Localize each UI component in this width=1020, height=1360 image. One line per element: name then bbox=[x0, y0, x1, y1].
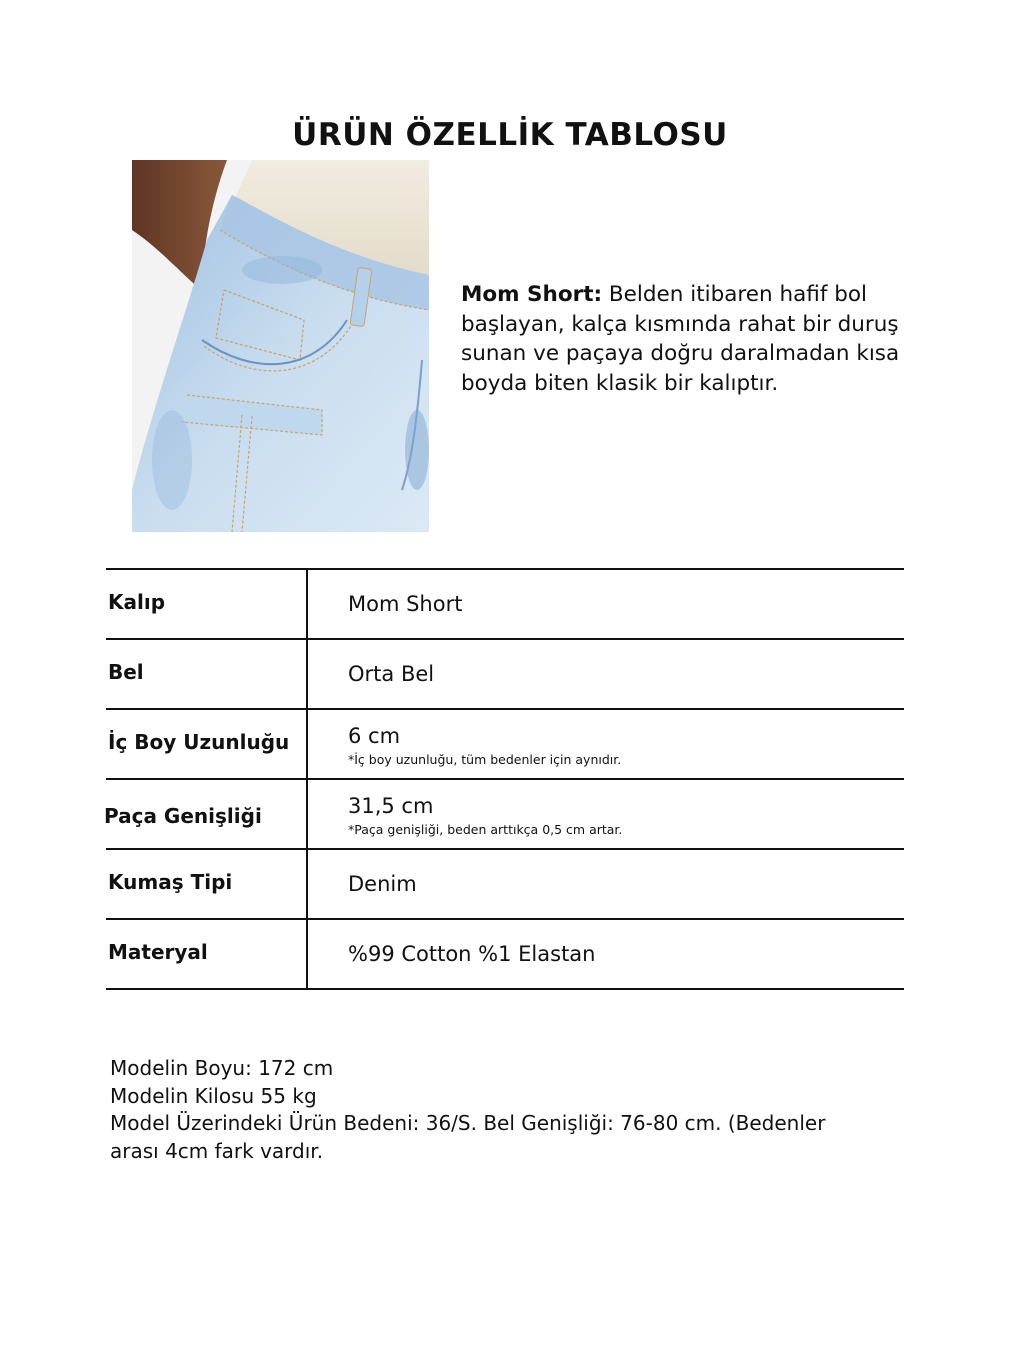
spec-label: Kumaş Tipi bbox=[108, 870, 233, 894]
spec-value-cell bbox=[308, 710, 904, 778]
spec-note: *Paça genişliği, beden arttıkça 0,5 cm artar. bbox=[348, 822, 623, 837]
table-row bbox=[106, 850, 904, 920]
spec-table bbox=[106, 568, 904, 990]
model-weight: Modelin Kilosu 55 kg bbox=[110, 1083, 317, 1108]
product-description bbox=[461, 280, 911, 398]
spec-value-cell bbox=[308, 640, 904, 708]
model-size-note: arası 4cm fark vardır. bbox=[110, 1138, 324, 1163]
denim-shorts-illustration bbox=[132, 160, 429, 532]
table-row bbox=[106, 570, 904, 640]
spec-label-cell bbox=[106, 920, 308, 988]
spec-value: 6 cm bbox=[348, 724, 401, 748]
model-height: Modelin Boyu: 172 cm bbox=[110, 1056, 334, 1080]
table-row bbox=[106, 780, 904, 850]
spec-label-cell bbox=[106, 570, 308, 638]
spec-label: Bel bbox=[108, 660, 144, 684]
product-image bbox=[132, 160, 429, 532]
spec-label: İç Boy Uzunluğu bbox=[108, 730, 290, 754]
spec-value: 31,5 cm bbox=[348, 794, 434, 818]
spec-label: Paça Genişliği bbox=[104, 804, 262, 828]
spec-value: Orta Bel bbox=[348, 662, 435, 686]
table-row bbox=[106, 640, 904, 710]
spec-label-cell bbox=[106, 780, 308, 848]
spec-note: *İç boy uzunluğu, tüm bedenler için aynıdır. bbox=[348, 752, 622, 767]
table-row bbox=[106, 710, 904, 780]
spec-label-cell bbox=[106, 710, 308, 778]
description-text: Belden itibaren hafif bol başlayan, kalça kısmında rahat bir duruş sunan ve paçaya doğru daralmadan kısa boyda biten klasik bir kalıptır. bbox=[461, 282, 900, 396]
description-fit-name: Mom Short: bbox=[461, 282, 603, 307]
page-title: ÜRÜN ÖZELLİK TABLOSU bbox=[292, 116, 728, 153]
spec-label-cell bbox=[106, 640, 308, 708]
spec-label: Kalıp bbox=[108, 590, 166, 614]
spec-value-cell bbox=[308, 920, 904, 988]
spec-label-cell bbox=[106, 850, 308, 918]
spec-value: %99 Cotton %1 Elastan bbox=[348, 942, 596, 966]
spec-value: Mom Short bbox=[348, 592, 463, 616]
spec-label: Materyal bbox=[108, 940, 208, 964]
model-size: Model Üzerindeki Ürün Bedeni: 36/S. Bel Genişliği: 76-80 cm. (Bedenler bbox=[110, 1111, 826, 1135]
spec-value-cell bbox=[308, 570, 904, 638]
spec-value-cell bbox=[308, 850, 904, 918]
spec-value-cell bbox=[308, 780, 904, 848]
table-row bbox=[106, 920, 904, 990]
spec-value: Denim bbox=[348, 872, 417, 896]
model-info bbox=[110, 1055, 910, 1165]
